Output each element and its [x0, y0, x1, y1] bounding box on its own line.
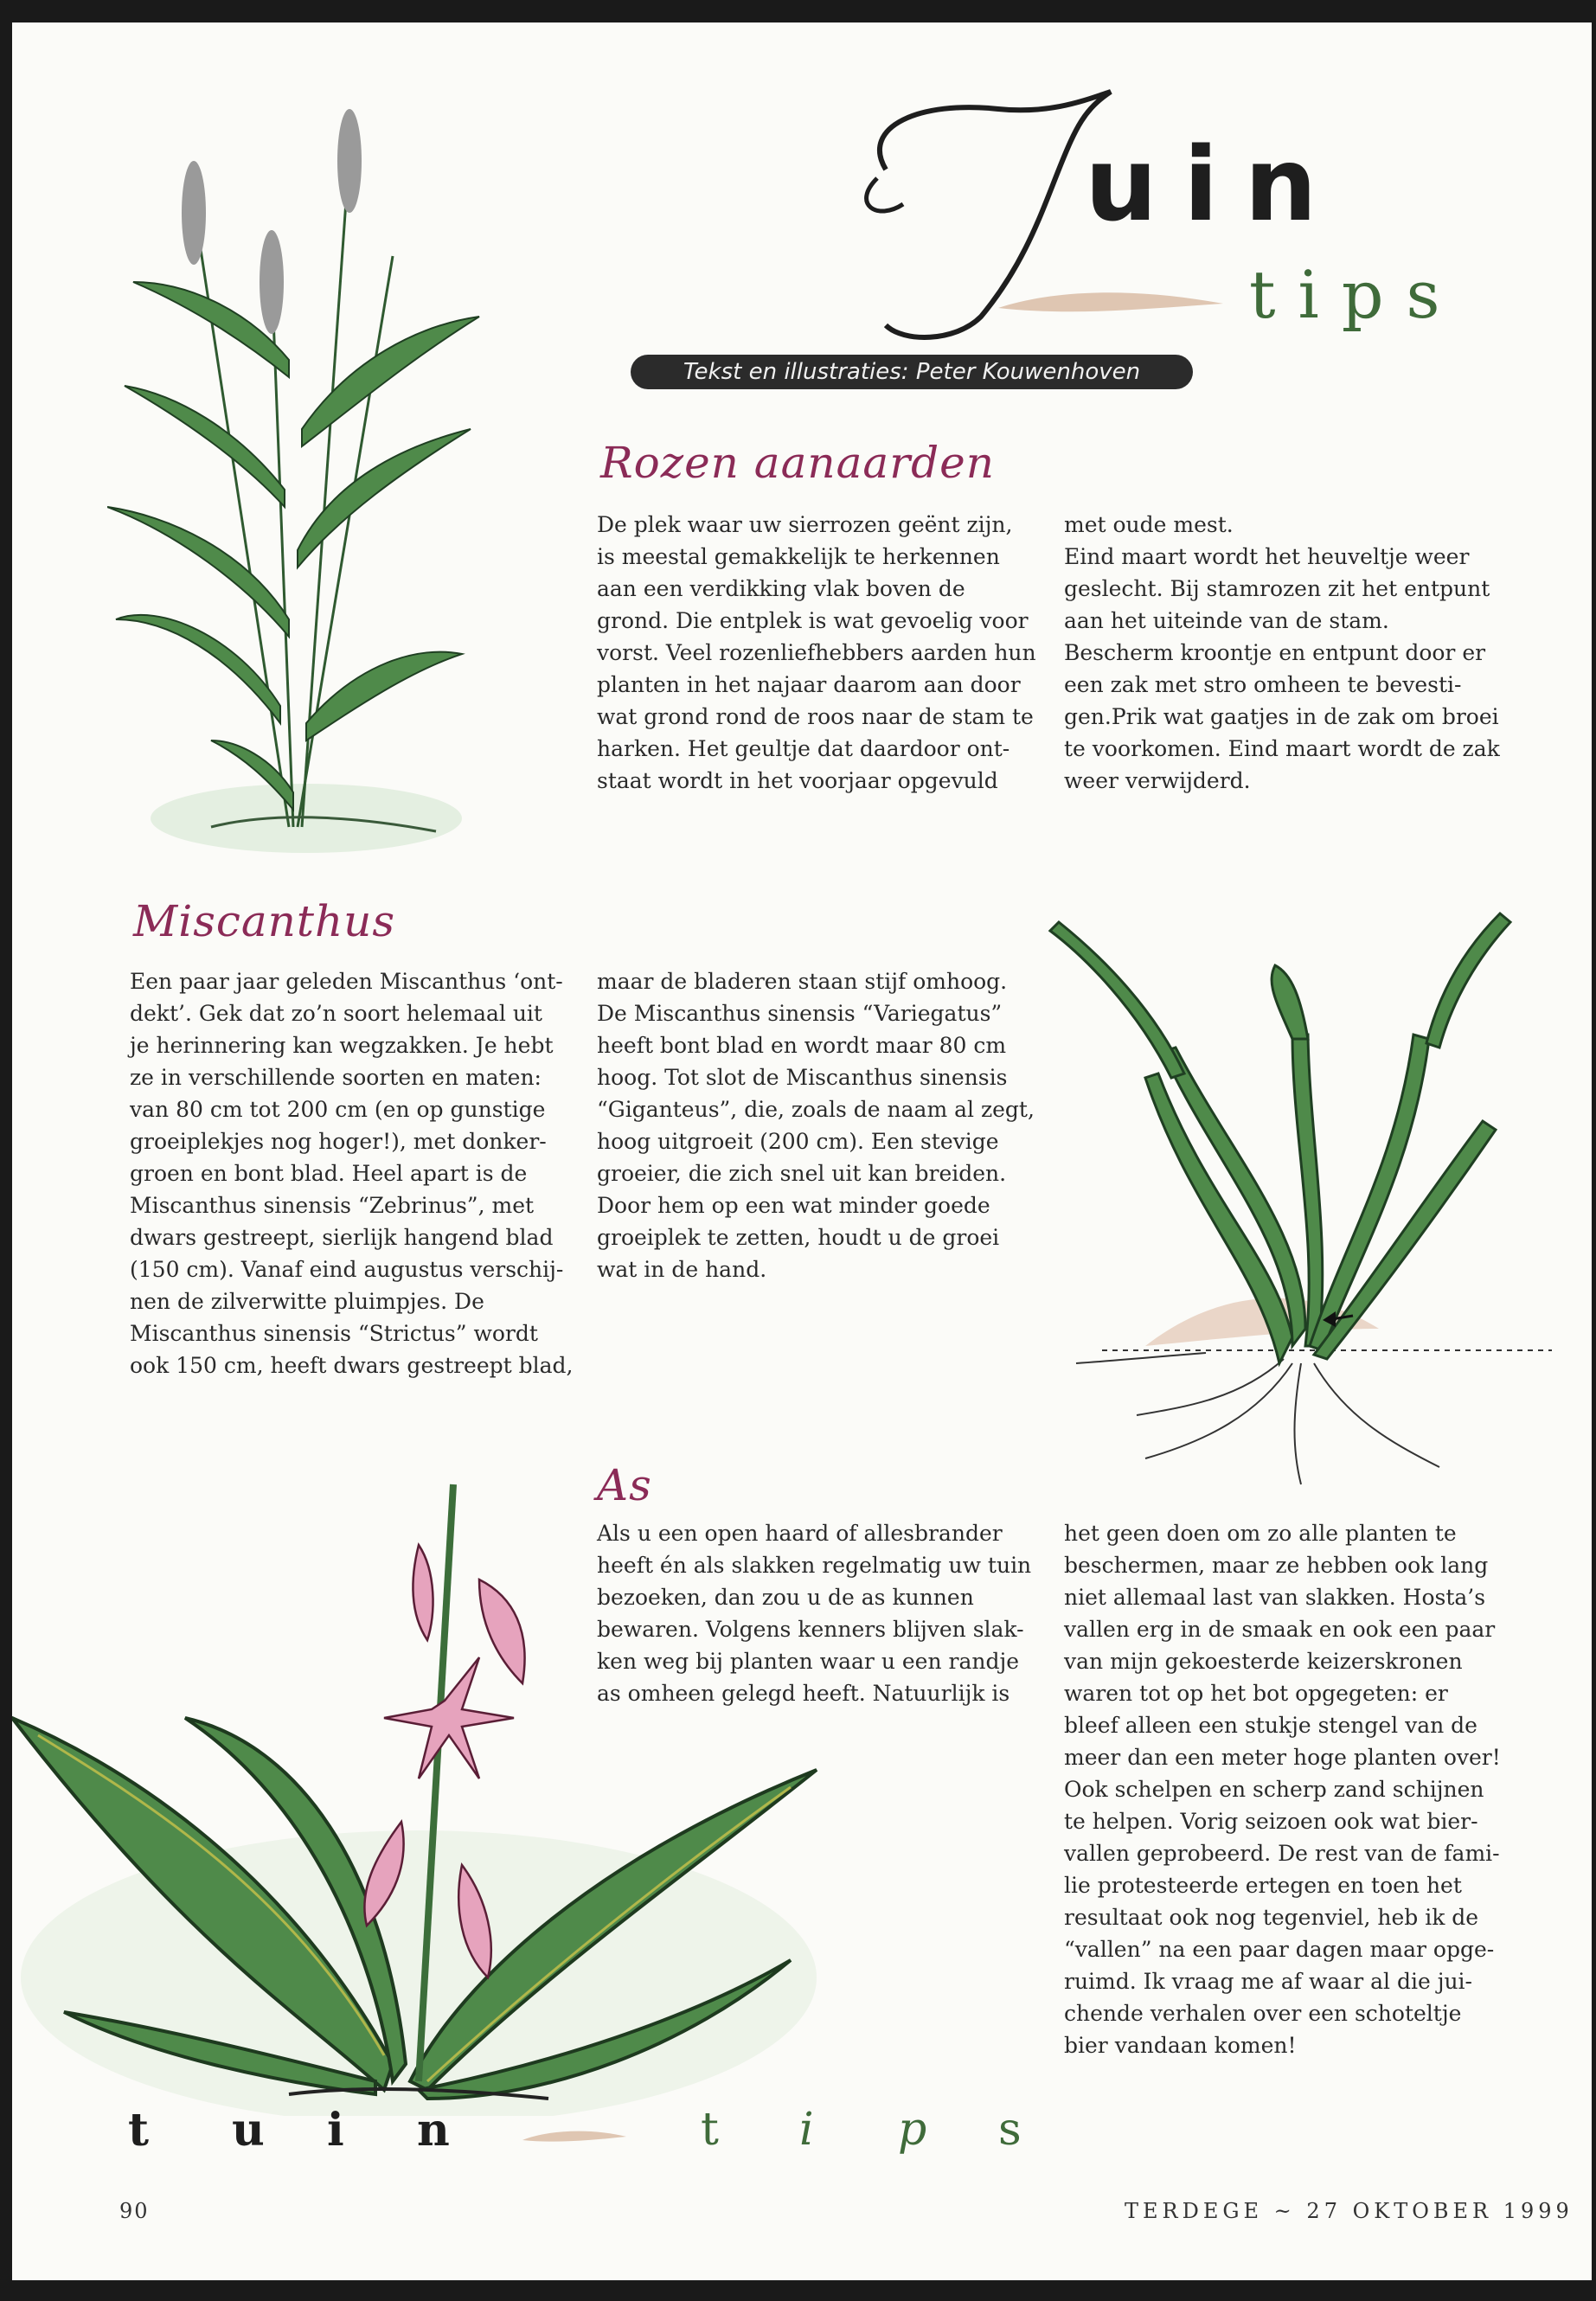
text-line: ken weg bij planten waar u een randje [597, 1649, 1020, 1674]
text-line: bezoeken, dan zou u de as kunnen [597, 1585, 974, 1610]
text-line: De Miscanthus sinensis “Variegatus” [597, 1001, 1003, 1026]
footer-letter: p [898, 2104, 927, 2156]
text-line: as omheen gelegd heeft. Natuurlijk is [597, 1681, 1010, 1706]
text-line: hoog. Tot slot de Miscanthus sinensis [597, 1065, 1008, 1090]
miscanthus-column-1 [130, 965, 580, 1381]
miscanthus-column-2 [597, 965, 1047, 1285]
text-line: is meestal gemakkelijk te herkennen [597, 544, 1000, 569]
text-line: Als u een open haard of allesbrander [597, 1521, 1003, 1546]
text-line: harken. Het geultje dat daardoor ont- [597, 736, 1010, 761]
rozen-column-2 [1064, 509, 1548, 797]
rose-bush-illustration [1033, 879, 1569, 1493]
text-line: staat wordt in het voorjaar opgevuld [597, 768, 998, 793]
heading-as: As [597, 1460, 652, 1510]
text-line: weer verwijderd. [1064, 768, 1251, 793]
text-line: aan het uiteinde van de stam. [1064, 608, 1389, 633]
heading-rozen: Rozen aanaarden [600, 438, 995, 488]
text-line: niet allemaal last van slakken. Hosta’s [1064, 1585, 1486, 1610]
text-line: dekt’. Gek dat zo’n soort helemaal uit [130, 1001, 542, 1026]
text-line: waren tot op het bot opgegeten: er [1064, 1681, 1448, 1706]
as-column-2 [1064, 1517, 1566, 2061]
text-line: Miscanthus sinensis “Zebrinus”, met [130, 1193, 535, 1218]
text-line: groen en bont blad. Heel apart is de [130, 1161, 528, 1186]
heading-miscanthus: Miscanthus [133, 896, 396, 946]
text-line: dwars gestreept, sierlijk hangend blad [130, 1225, 554, 1250]
credit-bar: Tekst en illustraties: Peter Kouwenhoven [631, 355, 1193, 389]
text-line: heeft én als slakken regelmatig uw tuin [597, 1553, 1032, 1578]
text-line: De plek waar uw sierrozen geënt zijn, [597, 512, 1013, 537]
footer-letter: t [701, 2104, 719, 2156]
text-line: “Giganteus”, die, zoals de naam al zegt, [597, 1097, 1035, 1122]
text-line: met oude mest. [1064, 512, 1234, 537]
text-line: lie protesteerde ertegen en toen het [1064, 1873, 1462, 1898]
text-line: grond. Die entplek is wat gevoelig voor [597, 608, 1029, 633]
text-line: chende verhalen over een schoteltje [1064, 2001, 1462, 2026]
flowering-plant-illustration [12, 1458, 825, 2116]
text-line: beschermen, maar ze hebben ook lang [1064, 1553, 1489, 1578]
text-line: (150 cm). Vanaf eind augustus verschij- [130, 1257, 564, 1282]
text-line: meer dan een meter hoge planten over! [1064, 1745, 1501, 1770]
text-line: resultaat ook nog tegenviel, heb ik de [1064, 1905, 1479, 1930]
text-line: vorst. Veel rozenliefhebbers aarden hun [597, 640, 1036, 665]
text-line: hoog uitgroeit (200 cm). Een stevige [597, 1129, 999, 1154]
magazine-page [12, 22, 1592, 2280]
footer-letter: t [128, 2104, 150, 2157]
footer-letter: u [232, 2104, 265, 2157]
rozen-column-1 [597, 509, 1047, 797]
text-line: heeft bont blad en wordt maar 80 cm [597, 1033, 1007, 1058]
title-main: uin [1085, 125, 1343, 244]
text-line: van mijn gekoesterde keizerskronen [1064, 1649, 1463, 1674]
text-line: vallen erg in de smaak en ook een paar [1064, 1617, 1496, 1642]
text-line: een zak met stro omheen te bevesti- [1064, 672, 1462, 697]
text-line: Eind maart wordt het heuveltje weer [1064, 544, 1470, 569]
text-line: ook 150 cm, heeft dwars gestreept blad, [130, 1353, 574, 1378]
text-line: groeier, die zich snel uit kan breiden. [597, 1161, 1007, 1186]
text-line: Ook schelpen en scherp zand schijnen [1064, 1777, 1484, 1802]
footer-letter: i [327, 2104, 344, 2157]
text-line: Een paar jaar geleden Miscanthus ‘ont- [130, 969, 563, 994]
masthead [825, 74, 1586, 386]
text-line: groeiplekjes nog hoger!), met donker- [130, 1129, 547, 1154]
text-line: nen de zilverwitte pluimpjes. De [130, 1289, 484, 1314]
text-line: maar de bladeren staan stijf omhoog. [597, 969, 1008, 994]
footer-letter: n [417, 2104, 450, 2157]
text-line: aan een verdikking vlak boven de [597, 576, 965, 601]
text-line: Door hem op een wat minder goede [597, 1193, 990, 1218]
text-line: ruimd. Ik vraag me af waar al die jui- [1064, 1969, 1472, 1994]
footer-brush-stroke [522, 2126, 626, 2147]
footer-letter: i [799, 2104, 814, 2156]
publication-line: TERDEGE ~ 27 OKTOBER 1999 [1125, 2199, 1574, 2223]
brush-stroke [998, 282, 1223, 325]
text-line: bewaren. Volgens kenners blijven slak- [597, 1617, 1024, 1642]
text-line: te voorkomen. Eind maart wordt de zak [1064, 736, 1500, 761]
text-line: groeiplek te zetten, houdt u de groei [597, 1225, 1000, 1250]
text-line: “vallen” na een paar dagen maar opge- [1064, 1937, 1495, 1962]
text-line: bleef alleen een stukje stengel van de [1064, 1713, 1477, 1738]
miscanthus-illustration [107, 100, 488, 853]
text-line: je herinnering kan wegzakken. Je hebt [130, 1033, 554, 1058]
text-line: Miscanthus sinensis “Strictus” wordt [130, 1321, 538, 1346]
text-line: Bescherm kroontje en entpunt door er [1064, 640, 1486, 665]
text-line: bier vandaan komen! [1064, 2033, 1297, 2058]
text-line: gen.Prik wat gaatjes in de zak om broei [1064, 704, 1499, 729]
text-line: wat grond rond de roos naar de stam te [597, 704, 1034, 729]
text-line: te helpen. Vorig seizoen ook wat bier- [1064, 1809, 1478, 1834]
text-line: van 80 cm tot 200 cm (en op gunstige [130, 1097, 546, 1122]
text-line: vallen geprobeerd. De rest van de fami- [1064, 1841, 1500, 1866]
title-sub: tips [1249, 256, 1463, 333]
footer-letter: s [998, 2104, 1022, 2156]
page-number: 90 [119, 2199, 150, 2223]
text-line: wat in de hand. [597, 1257, 767, 1282]
text-line: het geen doen om zo alle planten te [1064, 1521, 1457, 1546]
text-line: planten in het najaar daarom aan door [597, 672, 1021, 697]
text-line: ze in verschillende soorten en maten: [130, 1065, 542, 1090]
text-line: geslecht. Bij stamrozen zit het entpunt [1064, 576, 1490, 601]
